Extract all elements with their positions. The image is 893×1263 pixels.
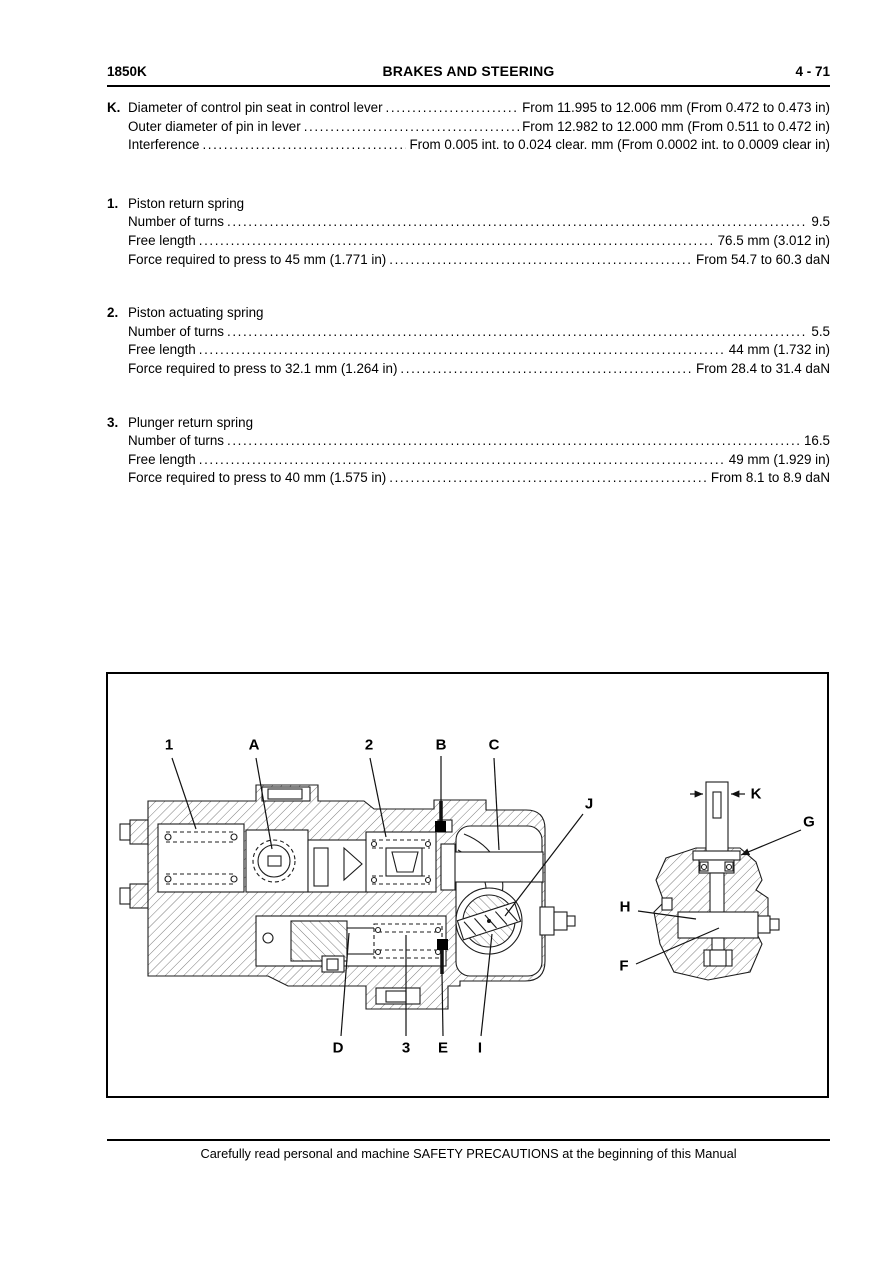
spec-row bbox=[128, 99, 830, 118]
spec-value: 9.5 bbox=[811, 214, 830, 230]
spec-label: Force required to press to 32.1 mm (1.264 in) bbox=[128, 360, 398, 376]
spec-label: Free length bbox=[128, 451, 196, 467]
spec-value: From 28.4 to 31.4 daN bbox=[696, 360, 830, 376]
callout-H: H bbox=[619, 898, 631, 916]
spec-label: Outer diameter of pin in lever bbox=[128, 118, 301, 134]
diagram-box bbox=[106, 672, 829, 1098]
dot-leader bbox=[227, 323, 808, 342]
callout-3: 3 bbox=[401, 1039, 411, 1057]
spec-label: Force required to press to 40 mm (1.575 in) bbox=[128, 470, 387, 486]
spec-row bbox=[128, 432, 830, 451]
dot-leader bbox=[386, 99, 520, 118]
dot-leader bbox=[389, 251, 693, 270]
spec-label: Number of turns bbox=[128, 214, 225, 230]
section-marker: 2. bbox=[107, 305, 119, 321]
spec-row bbox=[128, 360, 830, 379]
spec-section bbox=[107, 195, 830, 269]
spec-section bbox=[107, 304, 830, 378]
section-marker: 1. bbox=[107, 195, 119, 211]
dot-leader bbox=[199, 451, 726, 470]
spec-row bbox=[128, 118, 830, 137]
spec-value: From 8.1 to 8.9 daN bbox=[710, 470, 830, 486]
section-content bbox=[128, 304, 830, 378]
spec-row bbox=[128, 323, 830, 342]
callout-K: K bbox=[750, 785, 762, 803]
section-marker: K. bbox=[107, 100, 121, 115]
callout-I: I bbox=[477, 1039, 483, 1057]
section-title: Plunger return spring bbox=[128, 414, 254, 430]
callout-1: 1 bbox=[164, 736, 174, 754]
callout-J: J bbox=[584, 795, 594, 813]
callout-A: A bbox=[248, 736, 260, 754]
spec-value: From 0.005 int. to 0.024 clear. mm (From 0.0002 int. to 0.0009 clear in) bbox=[409, 137, 830, 153]
spec-row bbox=[128, 469, 830, 488]
specifications bbox=[107, 99, 830, 523]
section-marker: 3. bbox=[107, 414, 119, 430]
spec-label: Number of turns bbox=[128, 323, 225, 339]
spec-row bbox=[128, 251, 830, 270]
cross-section-diagram bbox=[108, 674, 827, 1096]
spec-value: 5.5 bbox=[811, 323, 830, 339]
section-title: Piston return spring bbox=[128, 195, 245, 211]
dot-leader bbox=[227, 213, 808, 232]
spec-label: Free length bbox=[128, 232, 196, 248]
callout-G: G bbox=[803, 813, 815, 831]
section-content bbox=[128, 99, 830, 155]
page-footer bbox=[107, 1139, 830, 1161]
dot-leader bbox=[202, 136, 406, 155]
spec-value: 44 mm (1.732 in) bbox=[728, 342, 830, 358]
spec-row bbox=[128, 232, 830, 251]
page-header bbox=[107, 62, 830, 87]
callout-F: F bbox=[619, 957, 629, 975]
spec-value: 16.5 bbox=[803, 433, 830, 449]
spec-label: Free length bbox=[128, 342, 196, 358]
callout-E: E bbox=[437, 1039, 449, 1057]
spec-value: From 54.7 to 60.3 daN bbox=[696, 251, 830, 267]
spec-label: Interference bbox=[128, 137, 200, 153]
spec-section bbox=[107, 414, 830, 488]
spec-label: Diameter of control pin seat in control lever bbox=[128, 100, 383, 115]
callout-C: C bbox=[488, 736, 500, 754]
safety-notice: Carefully read personal and machine SAFETY PRECAUTIONS at the beginning of this Manual bbox=[200, 1146, 737, 1161]
dot-leader bbox=[389, 469, 708, 488]
section-content bbox=[128, 414, 830, 488]
spec-label: Number of turns bbox=[128, 433, 225, 449]
page-title: BRAKES AND STEERING bbox=[382, 63, 555, 79]
model-number: 1850K bbox=[107, 64, 147, 79]
dot-leader bbox=[400, 360, 693, 379]
spec-section bbox=[107, 99, 830, 155]
dot-leader bbox=[199, 341, 726, 360]
section-title: Piston actuating spring bbox=[128, 305, 264, 321]
callout-D: D bbox=[332, 1039, 344, 1057]
spec-value: 76.5 mm (3.012 in) bbox=[717, 232, 830, 248]
spec-row bbox=[128, 213, 830, 232]
spec-value: From 11.995 to 12.006 mm (From 0.472 to 0.473 in) bbox=[522, 100, 830, 115]
spec-row bbox=[128, 136, 830, 155]
spec-value: 49 mm (1.929 in) bbox=[728, 451, 830, 467]
spec-row bbox=[128, 341, 830, 360]
dot-leader bbox=[199, 232, 715, 251]
spec-row bbox=[128, 451, 830, 470]
spec-value: From 12.982 to 12.000 mm (From 0.511 to 0.472 in) bbox=[522, 118, 830, 134]
page-number: 4 - 71 bbox=[795, 64, 830, 79]
callout-B: B bbox=[435, 736, 447, 754]
main-assembly-drawing bbox=[120, 785, 575, 1009]
section-content bbox=[128, 195, 830, 269]
side-assembly-drawing bbox=[654, 782, 779, 980]
dot-leader bbox=[304, 118, 519, 137]
callout-2: 2 bbox=[364, 736, 374, 754]
dot-leader bbox=[227, 432, 801, 451]
spec-label: Force required to press to 45 mm (1.771 in) bbox=[128, 251, 387, 267]
